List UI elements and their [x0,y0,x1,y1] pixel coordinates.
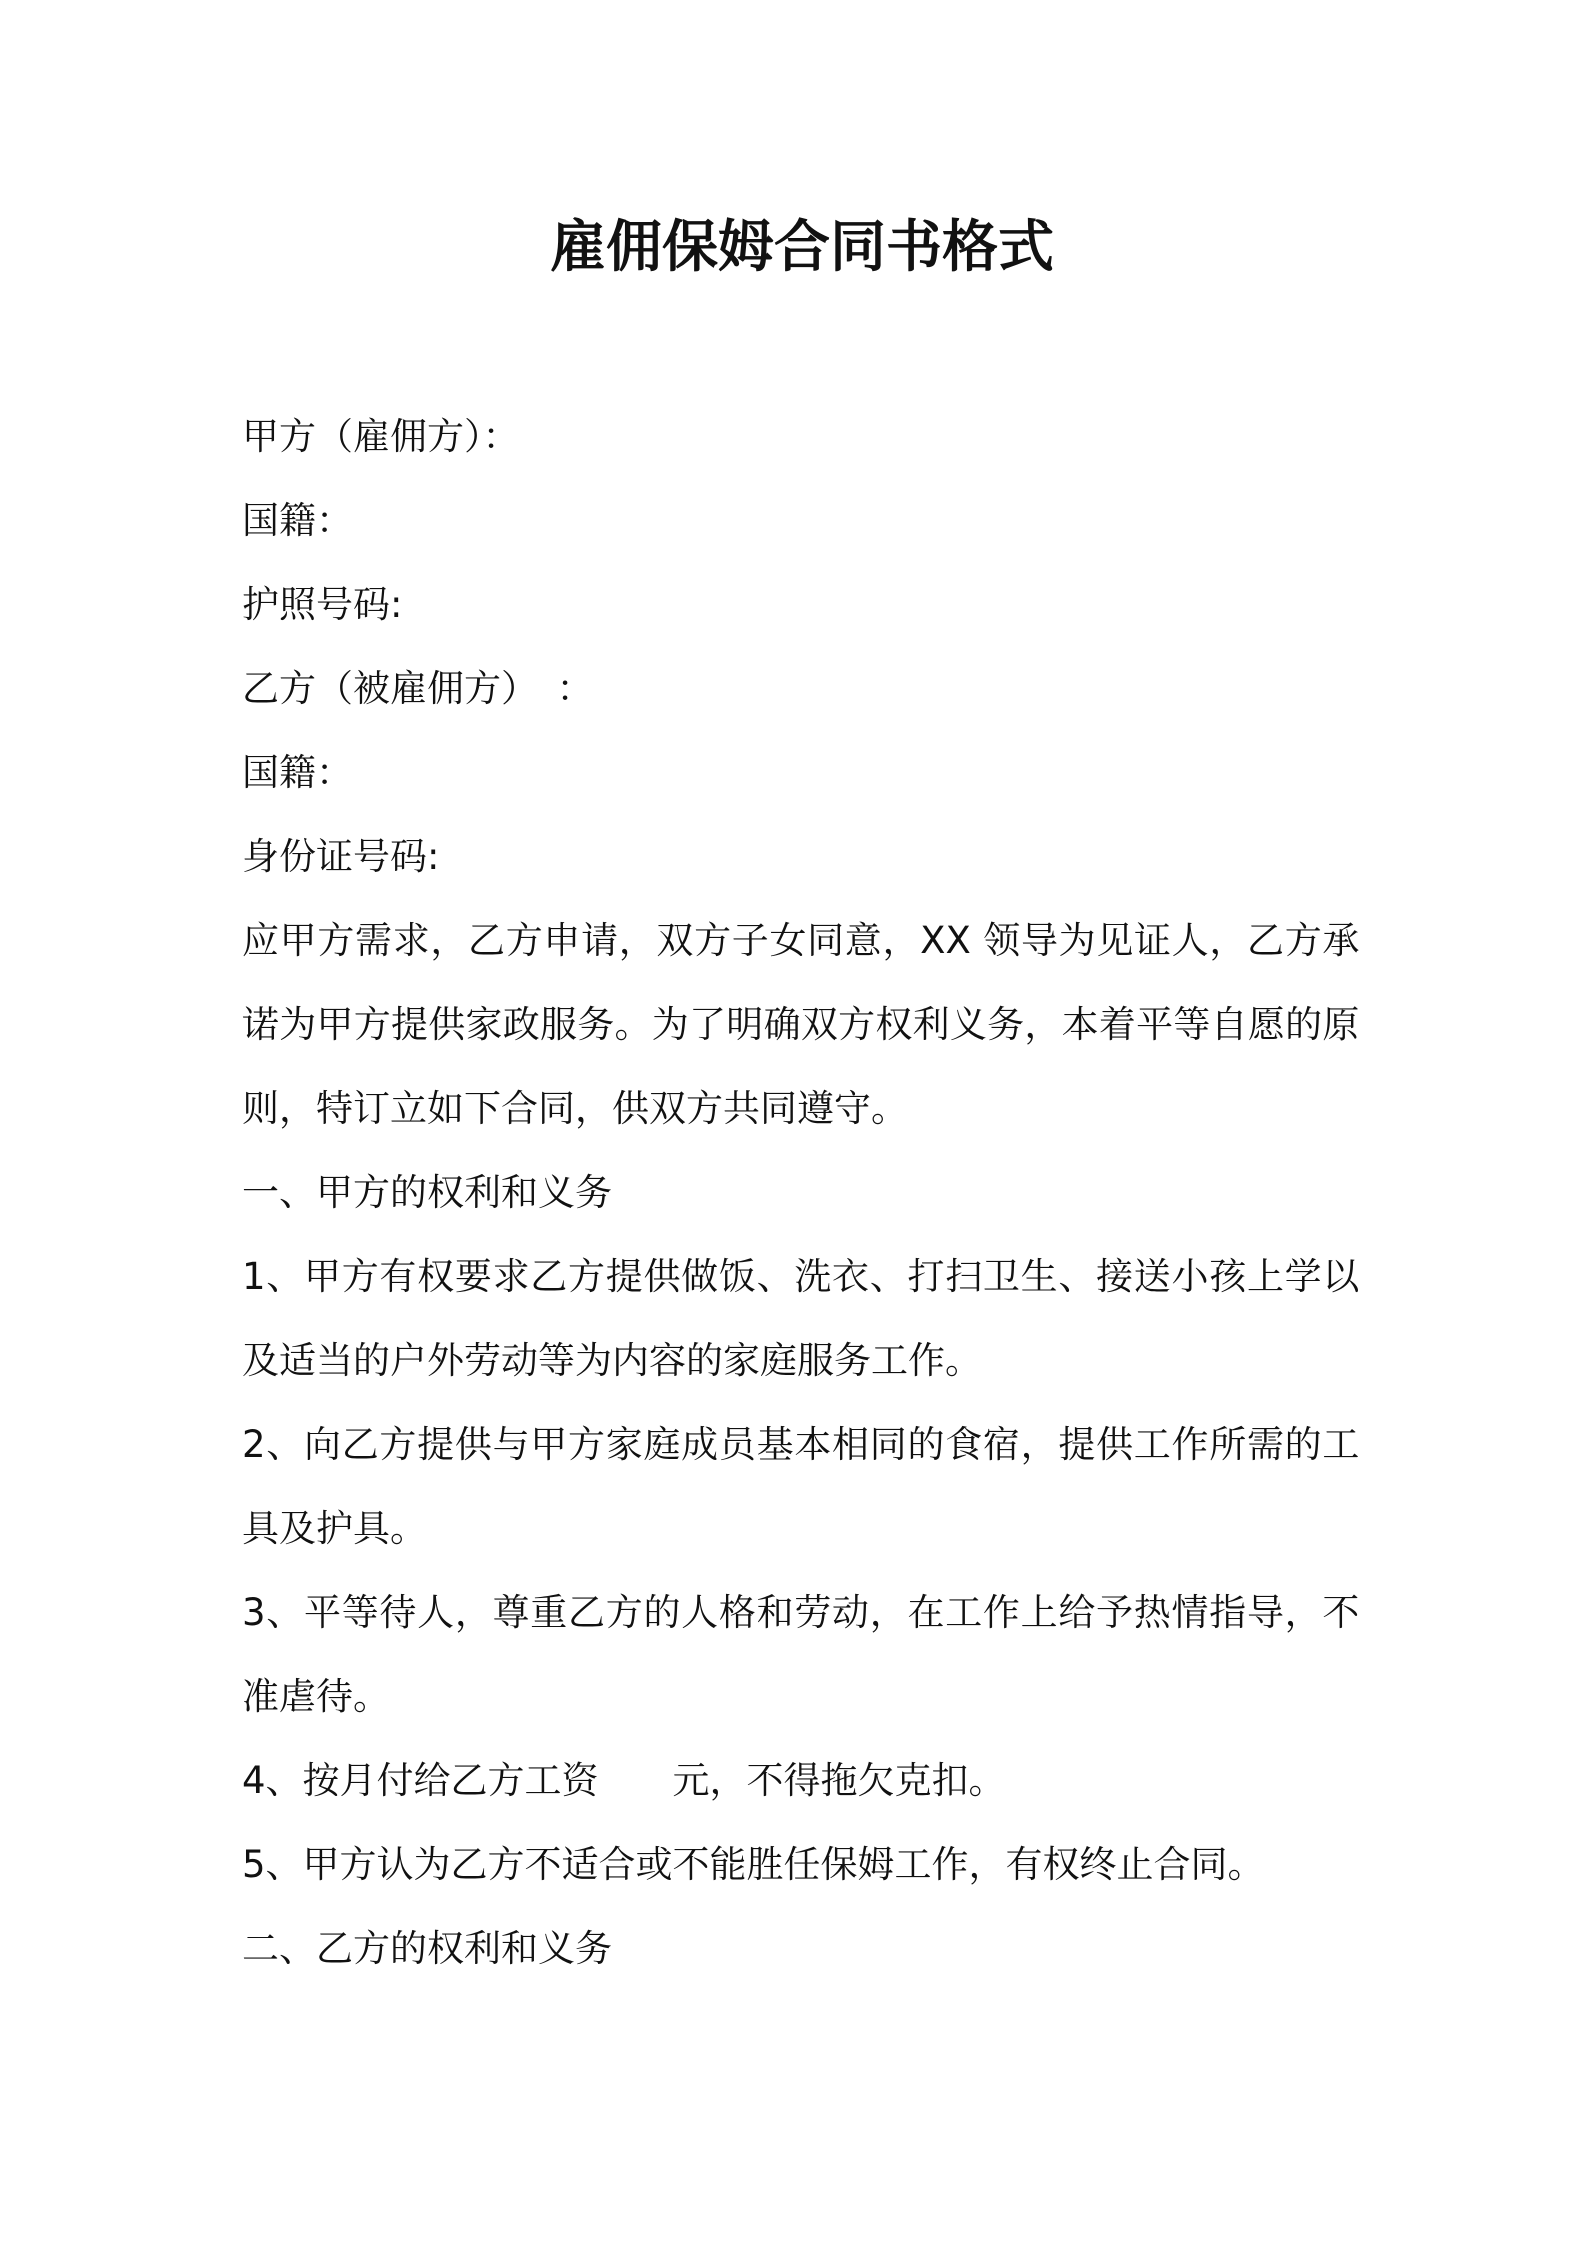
party-b-nationality-label: 国籍： [242,751,353,794]
clause-item: 4、按月付给乙方工资 元，不得拖欠克扣。 [242,1759,1006,1802]
party-a-label: 甲方（雇佣方）： [242,415,520,458]
party-a-passport-number-label: 护照号码: [242,583,403,626]
section-party-b-rights [242,1907,1359,1991]
clause-item: 3、平等待人，尊重乙方的人格和劳动，在工作上给予热情指导，不准虐待。 [242,1591,1360,1718]
preamble-paragraph: 应甲方需求，乙方申请，双方子女同意，XX 领导为见证人，乙方承诺为甲方提供家政服务。为了明确双方权利义务，本着平等自愿的原则，特订立如下合同，供双方共同遵守。 [242,919,1360,1130]
party-b-id-number-label: 身份证号码: [242,835,440,878]
clause-item: 5、甲方认为乙方不适合或不能胜任保姆工作，有权终止合同。 [242,1843,1265,1886]
clause-item: 2、向乙方提供与甲方家庭成员基本相同的食宿，提供工作所需的工具及护具。 [242,1423,1360,1550]
party-a-nationality-label: 国籍： [242,499,353,542]
party-b-block [242,647,1359,899]
section-heading: 一、甲方的权利和义务 [242,1171,612,1214]
section-heading: 二、乙方的权利和义务 [242,1927,612,1970]
document-title: 雇佣保姆合同书格式 [550,215,1054,280]
section-party-a-rights [242,1151,1359,1907]
party-a-block [242,395,1359,647]
clause-item: 1、甲方有权要求乙方提供做饭、洗衣、打扫卫生、接送小孩上学以及适当的户外劳动等为内容的家庭服务工作。 [242,1255,1360,1382]
document-body [242,395,1359,1991]
party-b-label: 乙方（被雇佣方） ： [242,667,594,710]
